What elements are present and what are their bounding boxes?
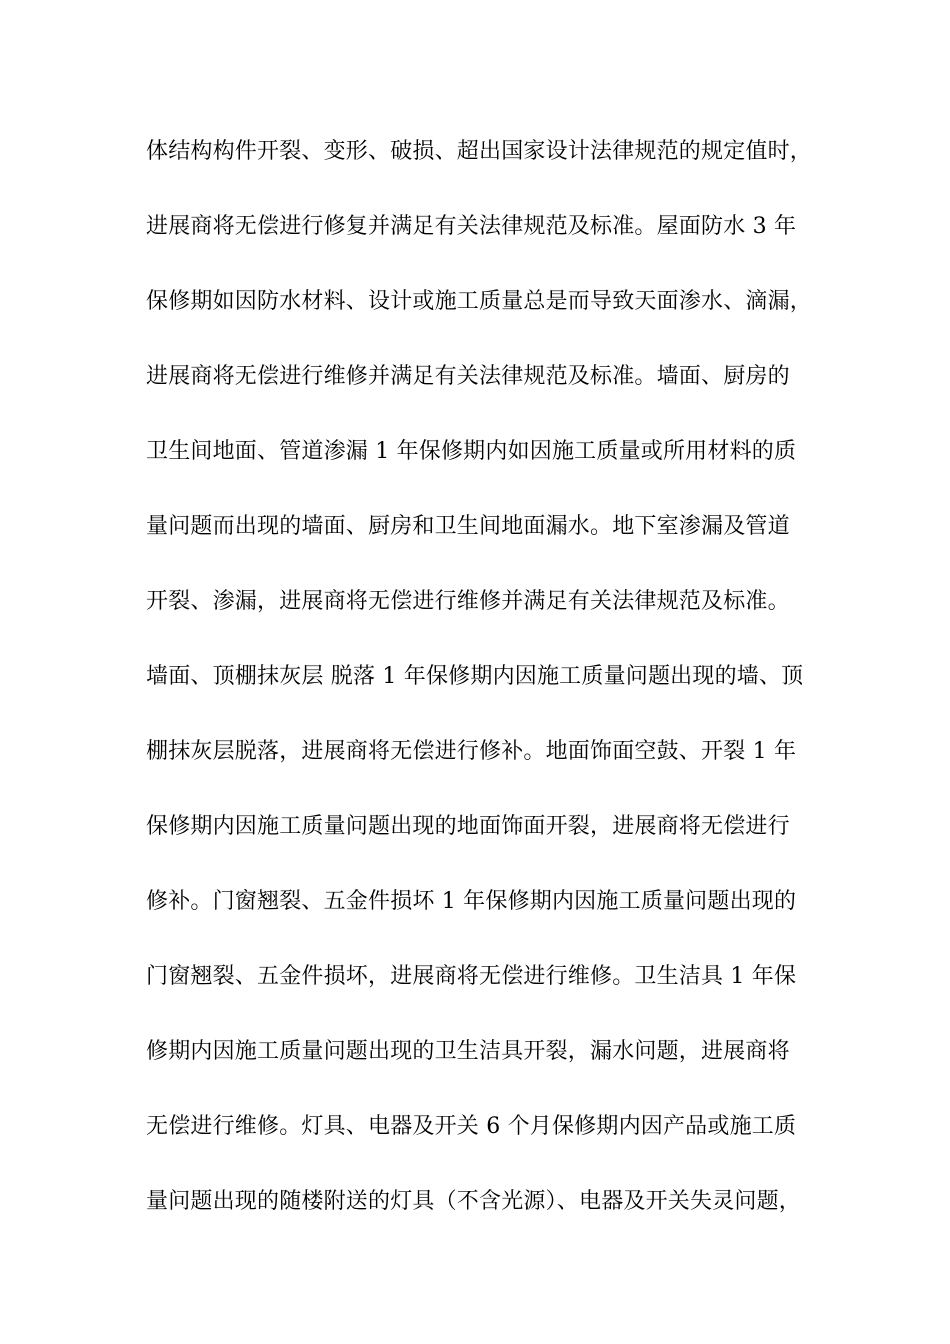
text-line-12: 门窗翘裂、五金件损坏，进展商将无偿进行维修。卫生洁具 1 年保 [146,964,797,989]
text-line-7: 开裂、渗漏，进展商将无偿进行维修并满足有关法律规范及标准。 [146,589,790,614]
text-line-9: 棚抹灰层脱落，进展商将无偿进行修补。地面饰面空鼓、开裂 1 年 [146,739,797,764]
text-line-8: 墙面、顶棚抹灰层 脱落 1 年保修期内因施工质量问题出现的墙、顶 [146,664,804,689]
text-line-2: 进展商将无偿进行修复并满足有关法律规范及标准。屋面防水 3 年 [146,214,797,239]
text-line-11: 修补。门窗翘裂、五金件损坏 1 年保修期内因施工质量问题出现的 [146,889,797,914]
text-line-6: 量问题而出现的墙面、厨房和卫生间地面漏水。地下室渗漏及管道 [146,514,790,539]
text-line-1: 体结构构件开裂、变形、破损、超出国家设计法律规范的规定值时， [146,139,813,164]
text-line-5: 卫生间地面、管道渗漏 1 年保修期内如因施工质量或所用材料的质 [146,439,797,464]
text-line-3: 保修期如因防水材料、设计或施工质量总是而导致天面渗水、滴漏， [146,289,813,314]
text-line-14: 无偿进行维修。灯具、电器及开关 6 个月保修期内因产品或施工质 [146,1114,797,1139]
body-text [146,129,814,1254]
text-line-4: 进展商将无偿进行维修并满足有关法律规范及标准。墙面、厨房的 [146,364,790,389]
text-line-13: 修期内因施工质量问题出现的卫生洁具开裂，漏水问题，进展商将 [146,1039,790,1064]
text-line-15: 量问题出现的随楼附送的灯具（不含光源）、电器及开关失灵问题， [146,1189,802,1214]
text-line-10: 保修期内因施工质量问题出现的地面饰面开裂，进展商将无偿进行 [146,814,790,839]
